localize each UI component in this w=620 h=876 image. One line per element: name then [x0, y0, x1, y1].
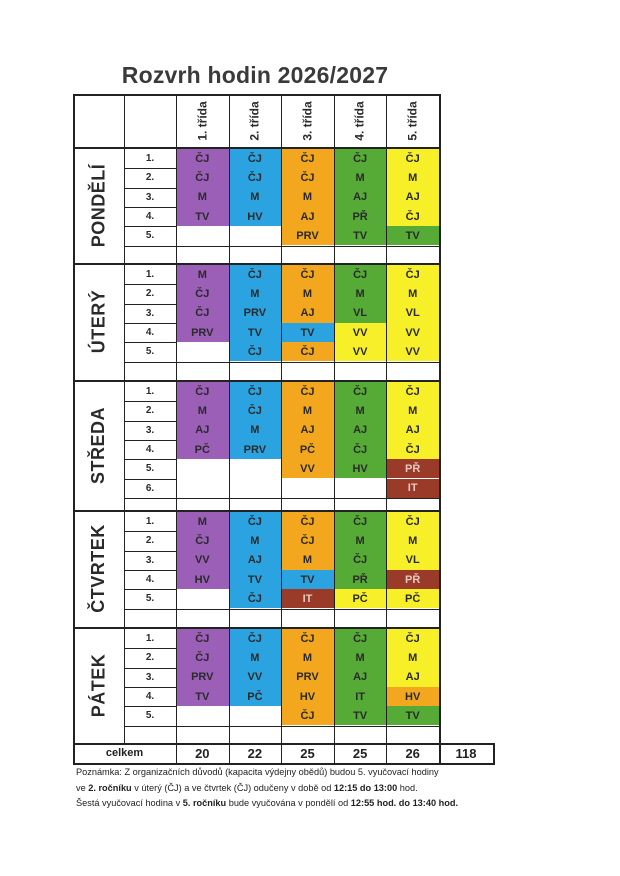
day-label [73, 147, 124, 263]
lesson-cell: ČJ [386, 440, 439, 459]
lesson-cell [176, 589, 229, 608]
lesson-cell: VV [334, 342, 387, 361]
lesson-cell: ČJ [386, 382, 439, 401]
class-header-label: 4. třída [353, 100, 368, 141]
lesson-cell: TV [386, 706, 439, 725]
class-header-label: 3. třída [300, 100, 315, 141]
day-label [73, 380, 124, 510]
class-col-line [229, 94, 230, 743]
lesson-cell: VV [229, 668, 282, 687]
left-border [73, 94, 75, 743]
day-name: PONDĚLÍ [88, 163, 109, 247]
lesson-cell: PŘ [386, 570, 439, 589]
lesson-cell: VV [281, 459, 334, 478]
lesson-cell: AJ [281, 207, 334, 226]
lesson-cell: ČJ [334, 629, 387, 648]
lesson-cell: VV [386, 323, 439, 342]
lesson-cell: HV [334, 459, 387, 478]
class-header [334, 94, 387, 147]
lesson-cell: M [229, 531, 282, 550]
lesson-cell: ČJ [386, 629, 439, 648]
lesson-cell: PŘ [334, 570, 387, 589]
day-separator [73, 263, 439, 265]
lesson-cell: M [281, 188, 334, 207]
lesson-cell: M [176, 188, 229, 207]
lesson-cell: IT [281, 589, 334, 608]
period-number: 5. [145, 463, 155, 475]
day-separator [73, 627, 439, 629]
day-name: ČTVRTEK [88, 524, 108, 613]
lesson-cell: M [386, 648, 439, 667]
lesson-cell [176, 479, 229, 498]
period-number: 2. [145, 535, 155, 547]
period-number: 1. [145, 386, 155, 398]
lesson-cell: M [334, 401, 387, 420]
lesson-cell: ČJ [176, 629, 229, 648]
day-separator [73, 147, 439, 149]
lesson-cell: ČJ [334, 551, 387, 570]
lesson-cell: AJ [176, 421, 229, 440]
lesson-cell: PČ [386, 589, 439, 608]
class-header [176, 94, 229, 147]
lesson-cell: PČ [334, 589, 387, 608]
lesson-cell: ČJ [229, 265, 282, 284]
lesson-cell: M [334, 168, 387, 187]
lesson-cell: ČJ [386, 512, 439, 531]
lesson-cell: VV [386, 342, 439, 361]
lesson-cell: ČJ [386, 207, 439, 226]
lesson-cell: M [229, 284, 282, 303]
note-line-2: ve 2. ročníku v úterý (ČJ) a ve čtvrtek (ČJ) odučeny v době od 12:15 do 13:00 hod. [76, 782, 418, 793]
lesson-cell: ČJ [229, 342, 282, 361]
class-total: 22 [247, 745, 263, 761]
lesson-cell: VL [386, 551, 439, 570]
lesson-cell: ČJ [176, 168, 229, 187]
lesson-cell [176, 342, 229, 361]
period-number: 2. [145, 288, 155, 300]
lesson-cell: ČJ [176, 531, 229, 550]
footnote [76, 765, 596, 812]
lesson-cell: PČ [281, 440, 334, 459]
lesson-cell: TV [229, 570, 282, 589]
lesson-cell: TV [334, 226, 387, 245]
lesson-cell: AJ [386, 421, 439, 440]
lesson-cell: PŘ [334, 207, 387, 226]
lesson-cell: VL [334, 304, 387, 323]
lesson-cell: AJ [334, 188, 387, 207]
lesson-cell: M [334, 531, 387, 550]
right-border [439, 94, 441, 763]
period-number: 5. [145, 710, 155, 722]
lesson-cell: TV [386, 226, 439, 245]
class-total: 26 [405, 745, 420, 761]
lesson-cell: AJ [334, 421, 387, 440]
lesson-cell: VL [386, 304, 439, 323]
lesson-cell: ČJ [229, 629, 282, 648]
lesson-cell: HV [281, 687, 334, 706]
lesson-cell: ČJ [281, 629, 334, 648]
day-label [73, 510, 124, 627]
lesson-cell: ČJ [176, 648, 229, 667]
period-number: 1. [145, 516, 155, 528]
period-number: 3. [145, 671, 155, 683]
day-separator [73, 380, 439, 382]
lesson-cell: ČJ [386, 265, 439, 284]
period-number: 2. [145, 172, 155, 184]
period-number: 3. [145, 424, 155, 436]
day-name: ÚTERÝ [88, 289, 109, 354]
period-number: 2. [145, 405, 155, 417]
class-col-line [281, 94, 282, 743]
lesson-cell: M [229, 648, 282, 667]
lesson-cell: M [281, 551, 334, 570]
lesson-cell: M [386, 401, 439, 420]
lesson-cell: PRV [229, 304, 282, 323]
lesson-cell: ČJ [281, 342, 334, 361]
lesson-cell [334, 479, 387, 498]
class-col-line [386, 94, 387, 743]
period-number: 5. [145, 593, 155, 605]
class-col-line [176, 94, 177, 743]
lesson-cell [176, 459, 229, 478]
day-label [73, 627, 124, 743]
note-line-1: Poznámka: Z organizačních důvodů (kapacita výdejny obědů) budou 5. vyučovací hodiny [76, 767, 439, 777]
period-number: 4. [145, 691, 155, 703]
lesson-cell: ČJ [281, 531, 334, 550]
lesson-cell: M [386, 531, 439, 550]
grand-total: 118 [455, 745, 477, 761]
lesson-cell: ČJ [334, 265, 387, 284]
lesson-cell: ČJ [334, 382, 387, 401]
lesson-cell: IT [334, 687, 387, 706]
lesson-cell: PŘ [386, 459, 439, 478]
period-number: 3. [145, 191, 155, 203]
period-number: 5. [145, 230, 155, 242]
lesson-cell: ČJ [176, 284, 229, 303]
lesson-cell: PRV [176, 323, 229, 342]
lesson-cell: PRV [281, 226, 334, 245]
period-number: 1. [145, 269, 155, 281]
lesson-cell: PRV [176, 668, 229, 687]
lesson-cell: M [281, 648, 334, 667]
lesson-cell: PRV [281, 668, 334, 687]
lesson-cell: VV [334, 323, 387, 342]
lesson-cell: ČJ [229, 589, 282, 608]
period-number: 3. [145, 307, 155, 319]
lesson-cell: M [281, 401, 334, 420]
lesson-cell: ČJ [229, 149, 282, 168]
lesson-cell: ČJ [334, 440, 387, 459]
lesson-cell [229, 706, 282, 725]
lesson-cell: TV [229, 323, 282, 342]
period-col-line [124, 94, 125, 743]
lesson-cell: M [334, 284, 387, 303]
class-total: 25 [300, 745, 315, 761]
lesson-cell: HV [176, 570, 229, 589]
lesson-cell: M [334, 648, 387, 667]
lesson-cell: ČJ [281, 512, 334, 531]
lesson-cell: ČJ [281, 149, 334, 168]
totals-right [493, 743, 495, 765]
lesson-cell: ČJ [334, 512, 387, 531]
note-line-3: Šestá vyučovací hodina v 5. ročníku bude vyučována v pondělí od 12:55 hod. do 13:40 hod. [76, 798, 459, 808]
lesson-cell: AJ [386, 668, 439, 687]
lesson-cell: PRV [229, 440, 282, 459]
period-number: 3. [145, 554, 155, 566]
period-number: 4. [145, 444, 155, 456]
class-header-label: 5. třída [405, 100, 420, 141]
day-name: STŘEDA [88, 406, 109, 484]
class-header [281, 94, 334, 147]
class-header [386, 94, 439, 147]
lesson-cell: AJ [386, 188, 439, 207]
lesson-cell [176, 706, 229, 725]
page-title: Rozvrh hodin 2026/2027 [121, 62, 389, 88]
lesson-cell: ČJ [229, 168, 282, 187]
lesson-cell: ČJ [229, 401, 282, 420]
lesson-cell: AJ [281, 421, 334, 440]
lesson-cell: M [386, 168, 439, 187]
lesson-cell: AJ [281, 304, 334, 323]
lesson-cell [229, 459, 282, 478]
period-number: 5. [145, 346, 155, 358]
lesson-cell: M [386, 284, 439, 303]
lesson-cell: HV [386, 687, 439, 706]
day-label [73, 263, 124, 380]
lesson-cell: M [176, 512, 229, 531]
class-total: 25 [352, 745, 368, 761]
totals-label: celkem [105, 747, 144, 759]
period-number: 1. [145, 153, 155, 165]
lesson-cell: ČJ [229, 382, 282, 401]
lesson-cell: TV [176, 207, 229, 226]
lesson-cell: VV [176, 551, 229, 570]
lesson-cell: M [229, 188, 282, 207]
lesson-cell [176, 226, 229, 245]
lesson-cell: IT [386, 479, 439, 498]
table-top-line [73, 94, 439, 96]
lesson-cell: M [176, 401, 229, 420]
class-header [229, 94, 282, 147]
period-number: 6. [145, 482, 155, 494]
class-col-line [334, 94, 335, 743]
lesson-cell [281, 479, 334, 498]
class-header-label: 1. třída [195, 100, 210, 141]
class-total: 20 [195, 745, 210, 761]
lesson-cell [229, 479, 282, 498]
lesson-cell: TV [281, 570, 334, 589]
period-number: 4. [145, 574, 155, 586]
lesson-cell: PČ [176, 440, 229, 459]
lesson-cell: ČJ [281, 265, 334, 284]
lesson-cell: ČJ [386, 149, 439, 168]
lesson-cell: TV [334, 706, 387, 725]
lesson-cell: ČJ [281, 168, 334, 187]
lesson-cell: ČJ [281, 706, 334, 725]
lesson-cell: ČJ [176, 149, 229, 168]
day-separator [73, 510, 439, 512]
lesson-cell: ČJ [334, 149, 387, 168]
lesson-cell: M [229, 421, 282, 440]
class-header-label: 2. třída [247, 100, 262, 141]
lesson-cell [229, 226, 282, 245]
period-number: 4. [145, 327, 155, 339]
lesson-cell: HV [229, 207, 282, 226]
lesson-cell: TV [281, 323, 334, 342]
lesson-cell: ČJ [229, 512, 282, 531]
lesson-cell: ČJ [176, 304, 229, 323]
lesson-cell: TV [176, 687, 229, 706]
day-name: PÁTEK [88, 653, 109, 717]
lesson-cell: M [281, 284, 334, 303]
lesson-cell: M [176, 265, 229, 284]
lesson-cell: PČ [229, 687, 282, 706]
period-number: 2. [145, 652, 155, 664]
lesson-cell: ČJ [281, 382, 334, 401]
lesson-cell: AJ [229, 551, 282, 570]
lesson-cell: AJ [334, 668, 387, 687]
lesson-cell: ČJ [176, 382, 229, 401]
period-number: 1. [145, 633, 155, 645]
period-number: 4. [145, 211, 155, 223]
